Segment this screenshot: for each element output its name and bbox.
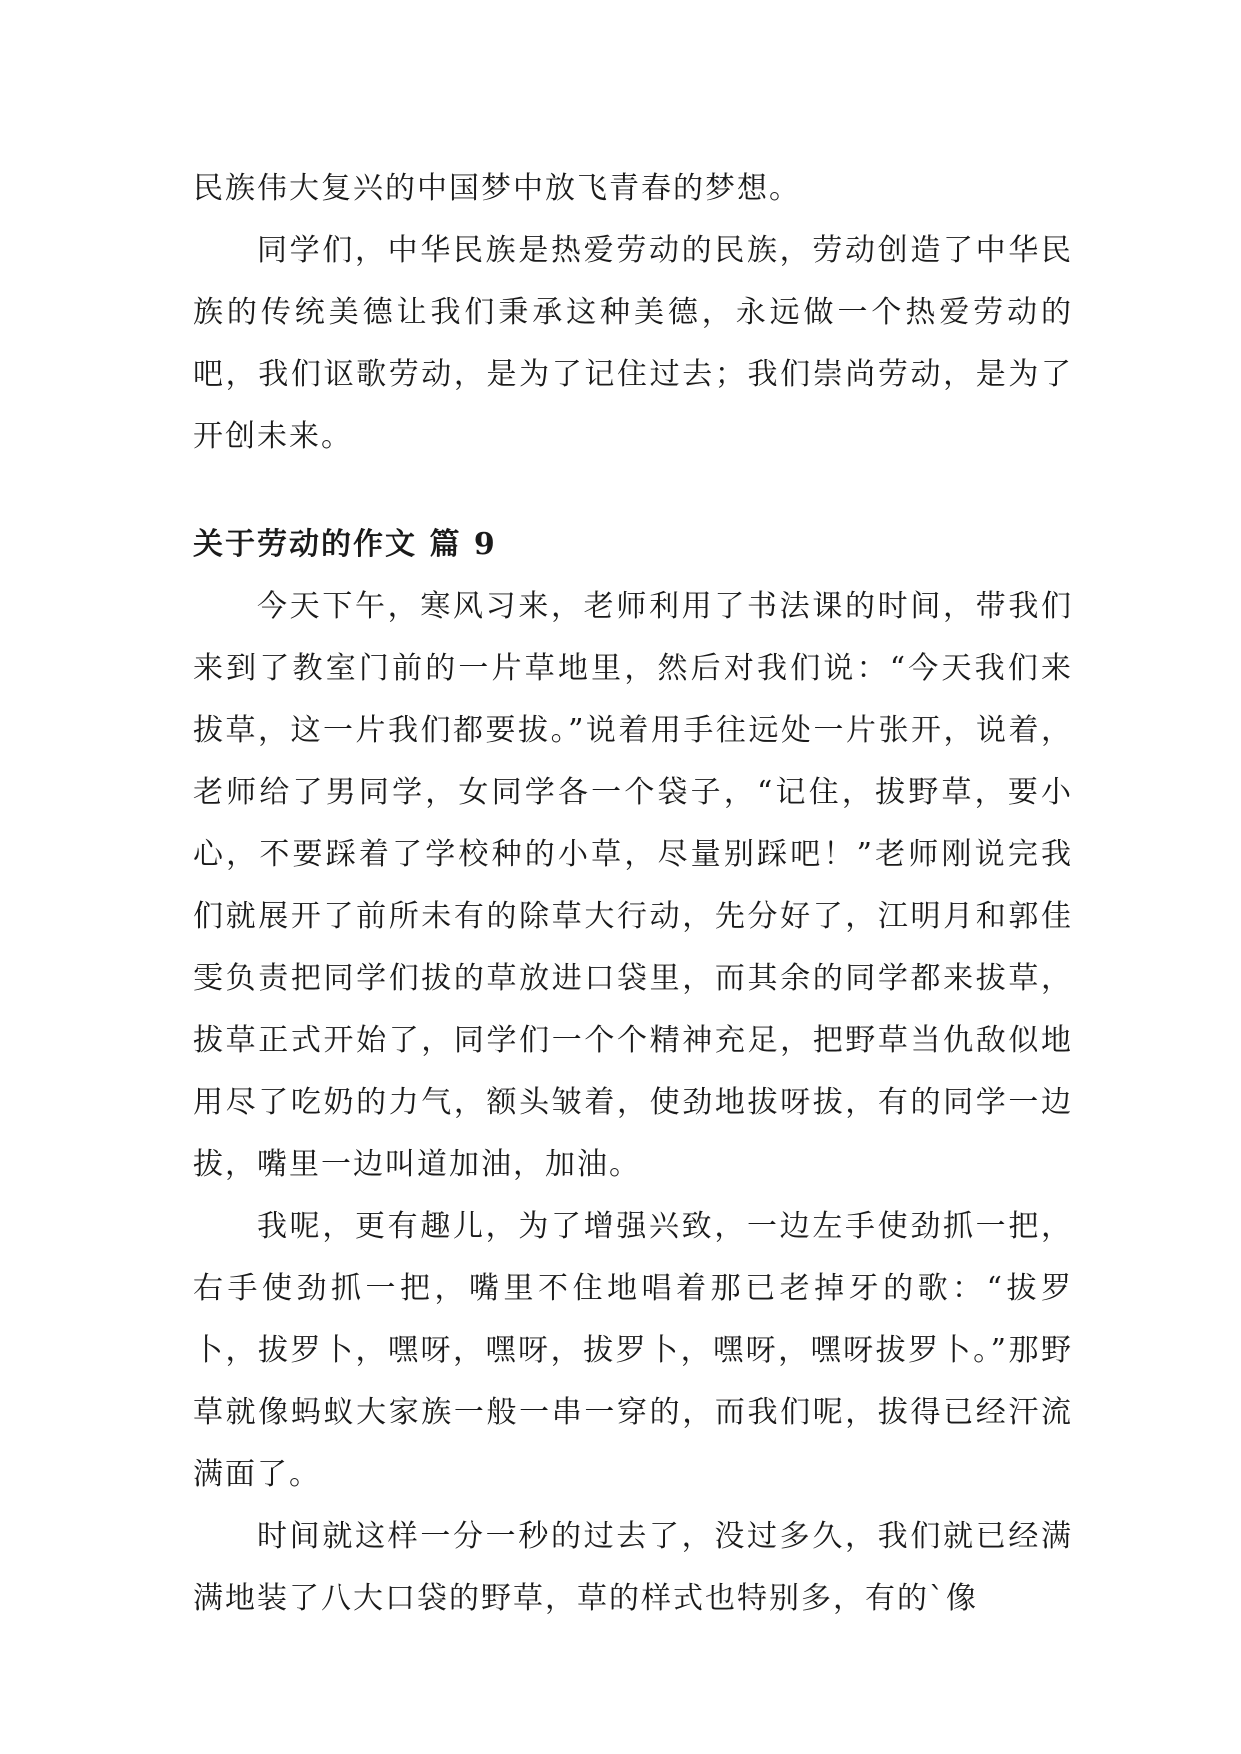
paragraph-time-passes: 时间就这样一分一秒的过去了，没过多久，我们就已经满满地装了八大口袋的野草，草的样式也特别多，有的`像 (193, 1519, 1073, 1616)
document-body (193, 158, 1073, 1630)
paragraph-labor-praise: 同学们，中华民族是热爱劳动的民族，劳动创造了中华民族的传统美德让我们秉承这种美德，永远做一个热爱劳动的吧，我们讴歌劳动，是为了记住过去；我们崇尚劳动，是为了开创未来。 (193, 233, 1073, 454)
section-title: 关于劳动的作文 篇 9 (193, 527, 497, 562)
paragraph-weeding-start: 今天下午，寒风习来，老师利用了书法课的时间，带我们来到了教室门前的一片草地里，然后对我们说：“今天我们来拔草，这一片我们都要拔。”说着用手往远处一片张开，说着，老师给了男同学，女同学各一个袋子，“记住，拔野草，要小心，不要踩着了学校种的小草，尽量别踩吧！”老师刚说完我们就展开了前所未有的除草大行动，先分好了，江明月和郭佳雯负责把同学们拔的草放进口袋里，而其余的同学都来拔草，拔草正式开始了，同学们一个个精神充足，把野草当仇敌似地用尽了吃奶的力气，额头皱着，使劲地拔呀拔，有的同学一边拔，嘴里一边叫道加油，加油。 (193, 589, 1073, 1182)
paragraph-singing: 我呢，更有趣儿，为了增强兴致，一边左手使劲抓一把，右手使劲抓一把，嘴里不住地唱着那已老掉牙的歌：“拔罗卜，拔罗卜，嘿呀，嘿呀，拔罗卜，嘿呀，嘿呀拔罗卜。”那野草就像蚂蚁大家族一般一串一穿的，而我们呢，拔得已经汗流满面了。 (193, 1209, 1073, 1492)
paragraph-continuation: 民族伟大复兴的中国梦中放飞青春的梦想。 (193, 171, 801, 206)
